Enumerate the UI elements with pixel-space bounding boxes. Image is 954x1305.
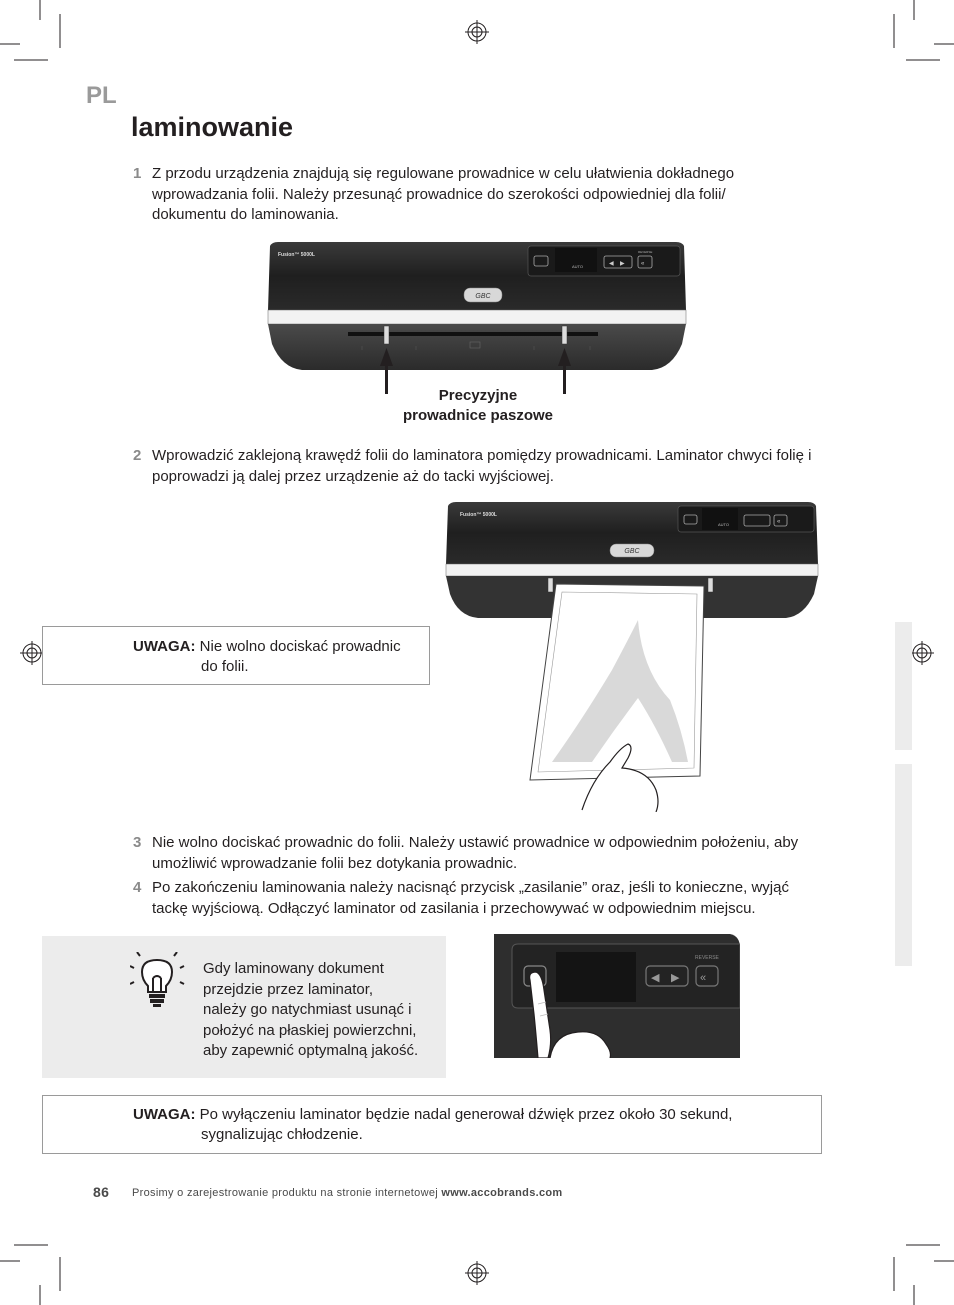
svg-text:AUTO: AUTO — [718, 522, 730, 527]
gbc-logo-text: GBC — [475, 293, 491, 300]
figure1-caption: Precyzyjne prowadnice paszowe — [402, 387, 554, 424]
laminator-feed-slot — [268, 310, 686, 324]
svg-text:REVERSE: REVERSE — [695, 955, 719, 961]
note-text-line2: do folii. — [201, 658, 249, 675]
tip-text: Gdy laminowany dokument przejdzie przez laminator, należy go natychmiast usunąć i położyć na płaskiej powierzchni, aby zapewnić optymalną jakość. — [203, 960, 419, 1059]
note-text-line2: sygnalizując chłodzenie. — [201, 1126, 363, 1143]
language-label: PL — [86, 82, 117, 109]
registration-mark-bottom — [465, 1261, 489, 1285]
svg-text:GBC: GBC — [624, 548, 640, 555]
note-text-line1: Po wyłączeniu laminator będzie nadal generował dźwięk przez około 30 sekund, — [199, 1106, 733, 1123]
note-text-line1: Nie wolno dociskać prowadnic — [199, 638, 401, 655]
footer-url[interactable]: www.accobrands.com — [441, 1187, 563, 1199]
footer-text: Prosimy o zarejestrowanie produktu na stronie internetowej — [132, 1187, 442, 1199]
power-button-press-illustration — [494, 934, 740, 1058]
svg-text:◀: ◀ — [609, 261, 614, 267]
svg-text:«: « — [641, 261, 645, 267]
registration-mark-left — [20, 641, 44, 665]
note-box-guides — [42, 626, 430, 685]
registration-mark-right — [910, 641, 934, 665]
svg-text:Fusion™ 5000L: Fusion™ 5000L — [460, 512, 497, 518]
auto-label: AUTO — [572, 264, 584, 269]
step-text: Z przodu urządzenia znajdują się regulowane prowadnice w celu ułatwienia dokładnego wprowadzania folii. Należy przesunąć prowadnice do szerokości odpowiedniej dla folii/ dokumentu do laminowania. — [152, 165, 735, 223]
right-guide — [562, 326, 567, 344]
step-text: Nie wolno dociskać prowadnic do folii. Należy ustawić prowadnice w odpowiednim położeniu, aby umożliwić wprowadzanie folii bez dotykania prowadnic. — [152, 834, 799, 872]
laminator-with-pouch-illustration — [442, 500, 822, 812]
side-tab-upper — [895, 622, 912, 750]
step-number: 3 — [133, 834, 142, 851]
laminator-base — [268, 324, 686, 370]
note-label: UWAGA: — [133, 1106, 196, 1123]
svg-text:▶: ▶ — [620, 261, 625, 267]
lightbulb-icon — [130, 952, 186, 1008]
svg-text:▶: ▶ — [671, 972, 680, 984]
step-number: 2 — [133, 447, 142, 464]
step-text: Wprowadzić zaklejoną krawędź folii do laminatora pomiędzy prowadnicami. Laminator chwyci folię i poprowadzi ją dalej przez urządzenie aż do tacki wyjściowej. — [152, 447, 812, 485]
svg-text:«: « — [700, 972, 707, 984]
side-tab-lower — [895, 764, 912, 966]
page-number: 86 — [93, 1184, 110, 1200]
step-number: 4 — [133, 879, 142, 896]
step-number: 1 — [133, 165, 142, 182]
svg-text:◀: ◀ — [651, 972, 660, 984]
registration-mark-top — [465, 20, 489, 44]
note-label: UWAGA: — [133, 638, 196, 655]
reverse-label: REVERSE — [638, 250, 653, 254]
svg-text:«: « — [777, 519, 781, 525]
page-title: laminowanie — [131, 112, 294, 142]
tip-box — [42, 936, 446, 1078]
laminator-front-illustration — [262, 240, 692, 400]
display-panel — [556, 952, 636, 1002]
model-label: Fusion™ 5000L — [278, 252, 315, 258]
note-box-cooling — [42, 1095, 822, 1154]
step-text: Po zakończeniu laminowania należy nacisnąć przycisk „zasilanie” oraz, jeśli to konieczne, wyjąć tackę wyjściową. Odłączyć laminator od zasilania i przechowywać w odpowiednim miejscu. — [152, 879, 789, 917]
left-guide — [384, 326, 389, 344]
